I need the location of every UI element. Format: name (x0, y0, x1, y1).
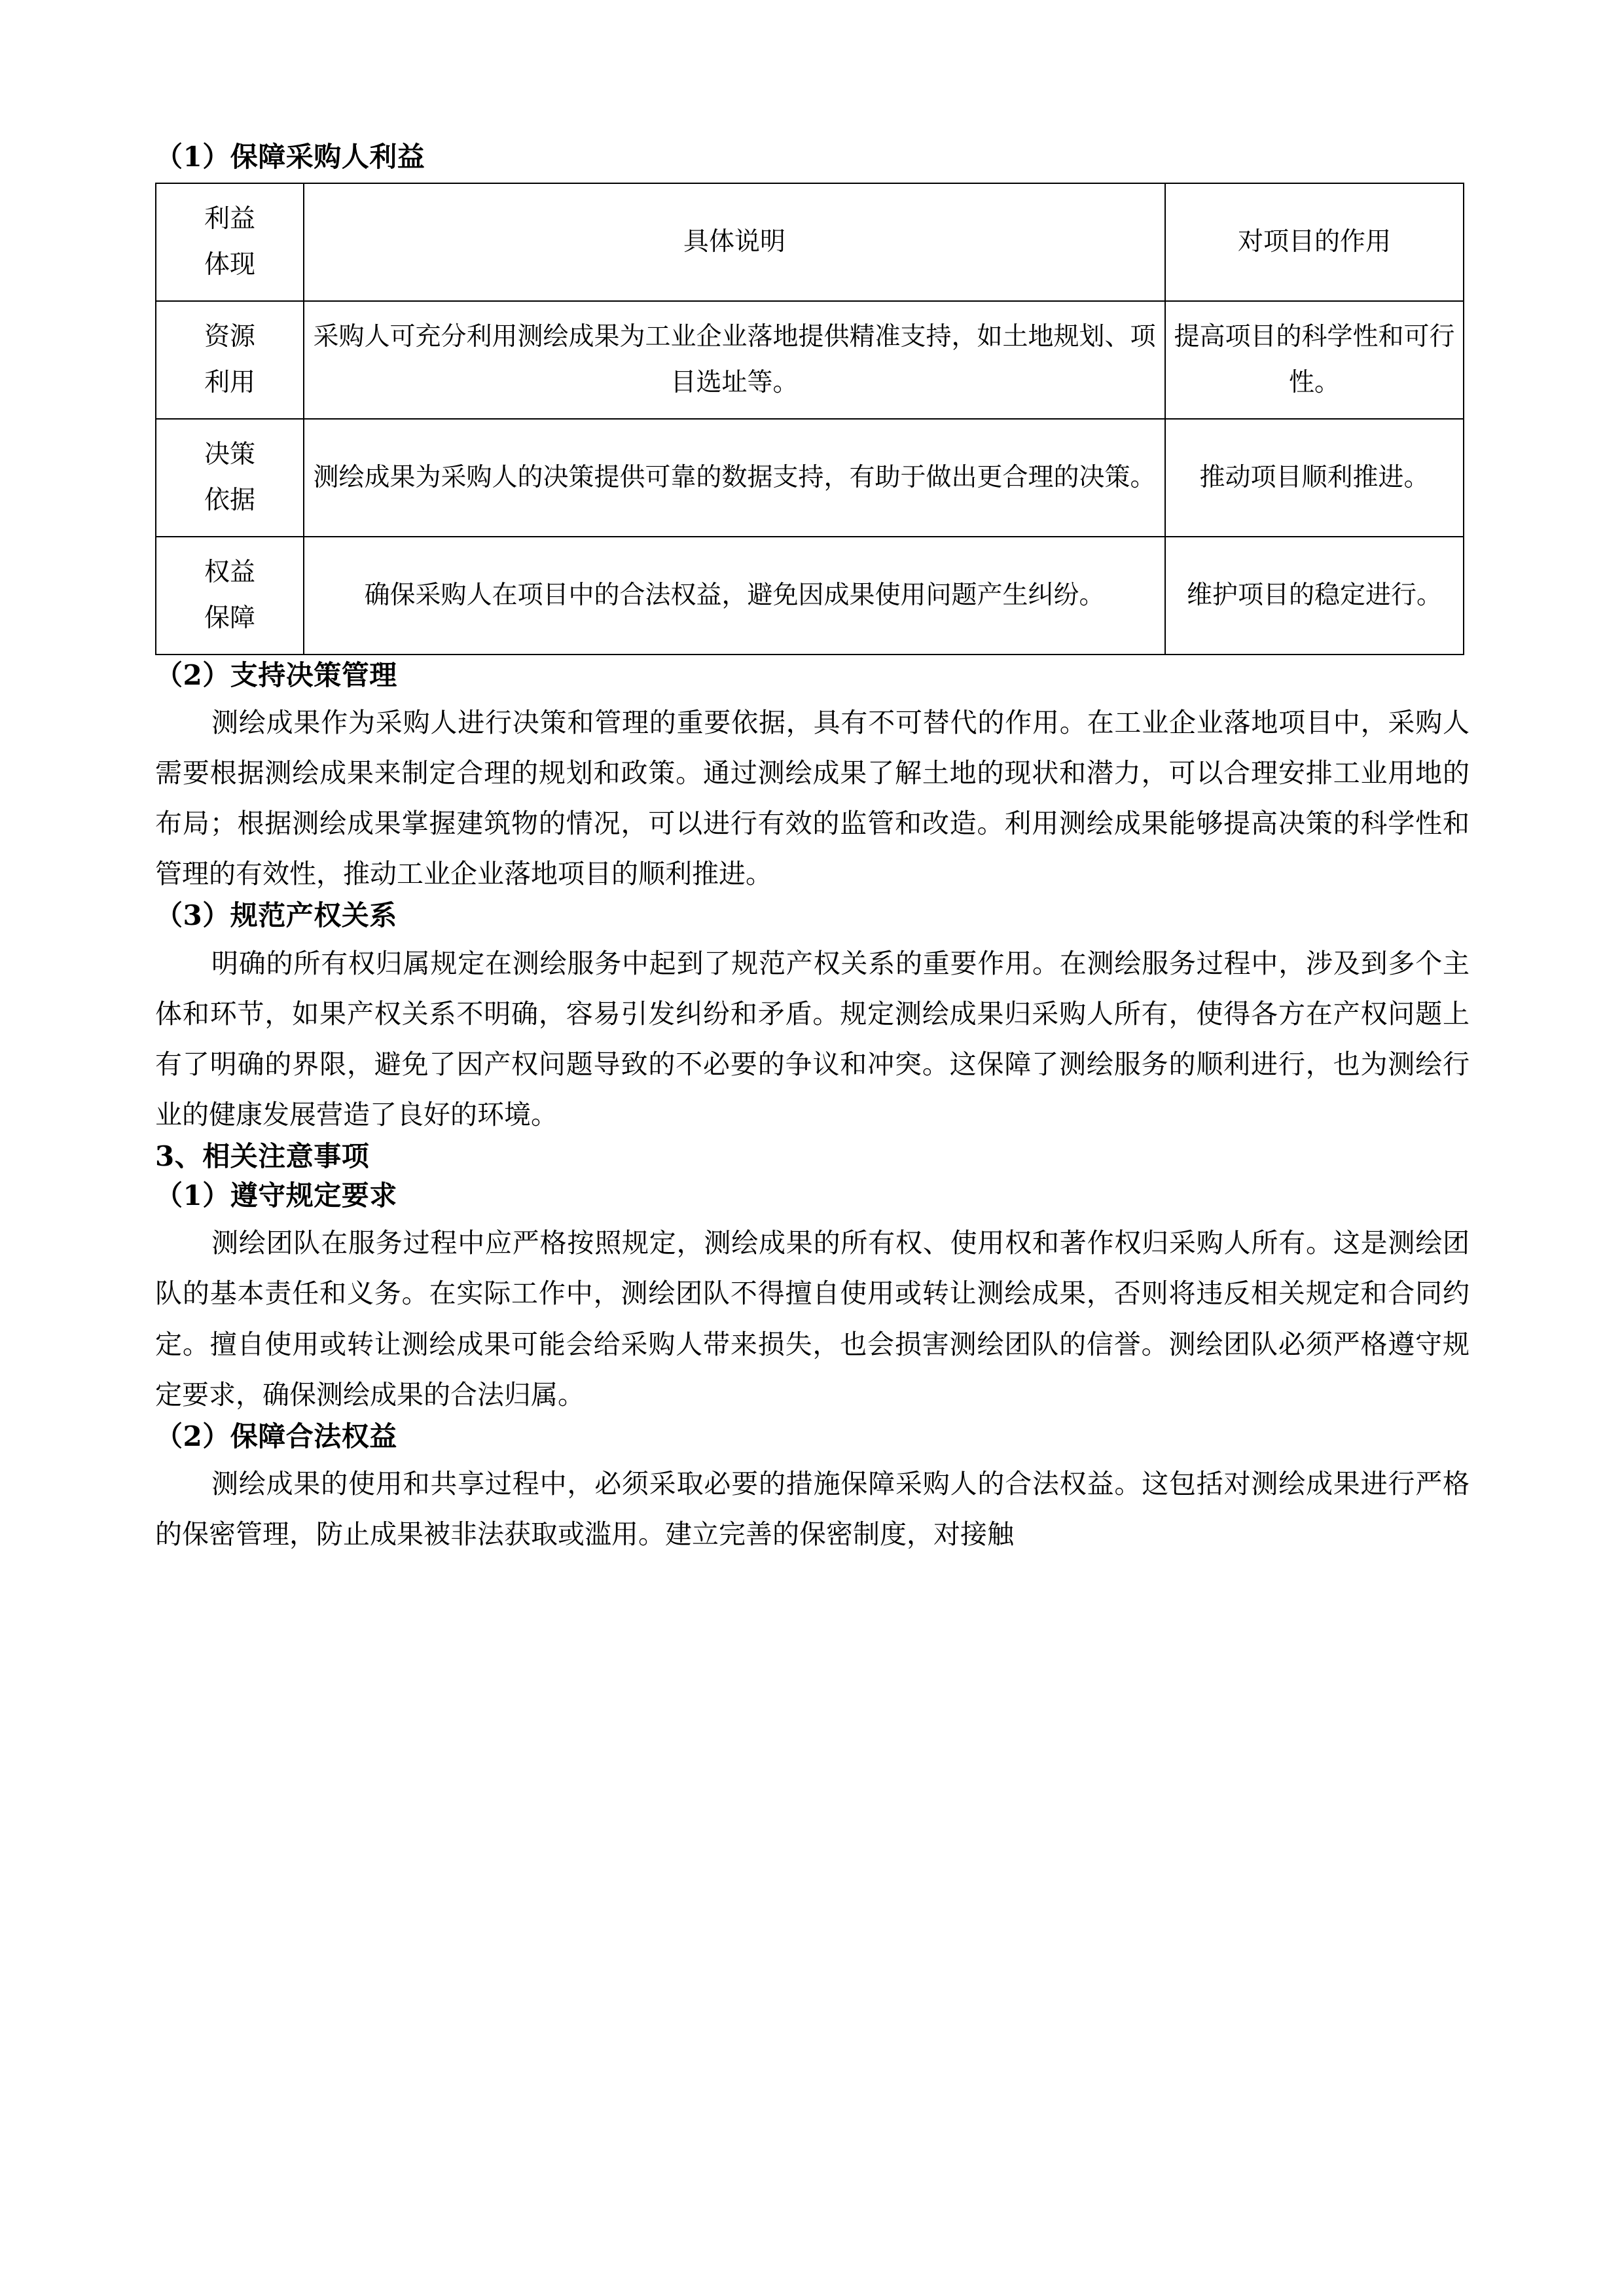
label-line1: 权益 (204, 558, 255, 588)
heading-section-3: （3）规范产权关系 (155, 899, 397, 932)
paragraph-section-2: 测绘成果作为采购人进行决策和管理的重要依据，具有不可替代的作用。在工业企业落地项目中，采购人需要根据测绘成果来制定合理的规划和政策。通过测绘成果了解土地的现状和潜力，可以合理安排工业用地的布局；根据测绘成果掌握建筑物的情况，可以进行有效的监管和改造。利用测绘成果能够提高决策的科学性和管理的有效性，推动工业企业落地项目的顺利推进。 (155, 707, 1470, 890)
table-row (156, 301, 1464, 419)
table-cell-description: 确保采购人在项目中的合法权益，避免因成果使用问题产生纠纷。 (304, 537, 1165, 655)
table-cell-label (156, 419, 304, 537)
table-header-cell-benefit (156, 183, 304, 301)
table-header-cell-description: 具体说明 (304, 183, 1165, 301)
table-cell-label (156, 301, 304, 419)
header-col1-line2: 体现 (204, 249, 255, 279)
benefit-table (155, 183, 1464, 655)
table-header-row (156, 183, 1464, 301)
table-cell-description: 采购人可充分利用测绘成果为工业企业落地提供精准支持，如土地规划、项目选址等。 (304, 301, 1165, 419)
table-header-cell-effect: 对项目的作用 (1165, 183, 1464, 301)
paragraph-section-4-sub-2: 测绘成果的使用和共享过程中，必须采取必要的措施保障采购人的合法权益。这包括对测绘成果进行严格的保密管理，防止成果被非法获取或滥用。建立完善的保密制度，对接触 (155, 1468, 1470, 1551)
header-col1-line1: 利益 (204, 204, 255, 234)
paragraph-section-3: 明确的所有权归属规定在测绘服务中起到了规范产权关系的重要作用。在测绘服务过程中，涉及到多个主体和环节，如果产权关系不明确，容易引发纠纷和矛盾。规定测绘成果归采购人所有，使得各方在产权问题上有了明确的界限，避免了因产权问题导致的不必要的争议和冲突。这保障了测绘服务的顺利进行，也为测绘行业的健康发展营造了良好的环境。 (155, 947, 1470, 1131)
table-row (156, 419, 1464, 537)
heading-section-2: （2）支持决策管理 (155, 658, 397, 691)
heading-section-4: 3、相关注意事项 (155, 1140, 370, 1173)
table-cell-effect: 推动项目顺利推进。 (1165, 419, 1464, 537)
table-cell-effect: 提高项目的科学性和可行性。 (1165, 301, 1464, 419)
paragraph-section-4-sub-1: 测绘团队在服务过程中应严格按照规定，测绘成果的所有权、使用权和著作权归采购人所有。这是测绘团队的基本责任和义务。在实际工作中，测绘团队不得擅自使用或转让测绘成果，否则将违反相关规定和合同约定。擅自使用或转让测绘成果可能会给采购人带来损失，也会损害测绘团队的信誉。测绘团队必须严格遵守规定要求，确保测绘成果的合法归属。 (155, 1227, 1470, 1410)
document-content (155, 141, 1470, 1560)
label-line2: 依据 (204, 485, 255, 515)
label-line2: 利用 (204, 367, 255, 397)
label-line1: 资源 (204, 322, 255, 352)
table-cell-description: 测绘成果为采购人的决策提供可靠的数据支持，有助于做出更合理的决策。 (304, 419, 1165, 537)
label-line2: 保障 (204, 603, 255, 633)
heading-section-4-sub-1: （1）遵守规定要求 (155, 1179, 397, 1211)
table-cell-effect: 维护项目的稳定进行。 (1165, 537, 1464, 655)
heading-section-4-sub-2: （2）保障合法权益 (155, 1420, 397, 1452)
heading-section-1: （1）保障采购人利益 (155, 141, 425, 173)
table-cell-label (156, 537, 304, 655)
table-row (156, 537, 1464, 655)
label-line1: 决策 (204, 440, 255, 470)
